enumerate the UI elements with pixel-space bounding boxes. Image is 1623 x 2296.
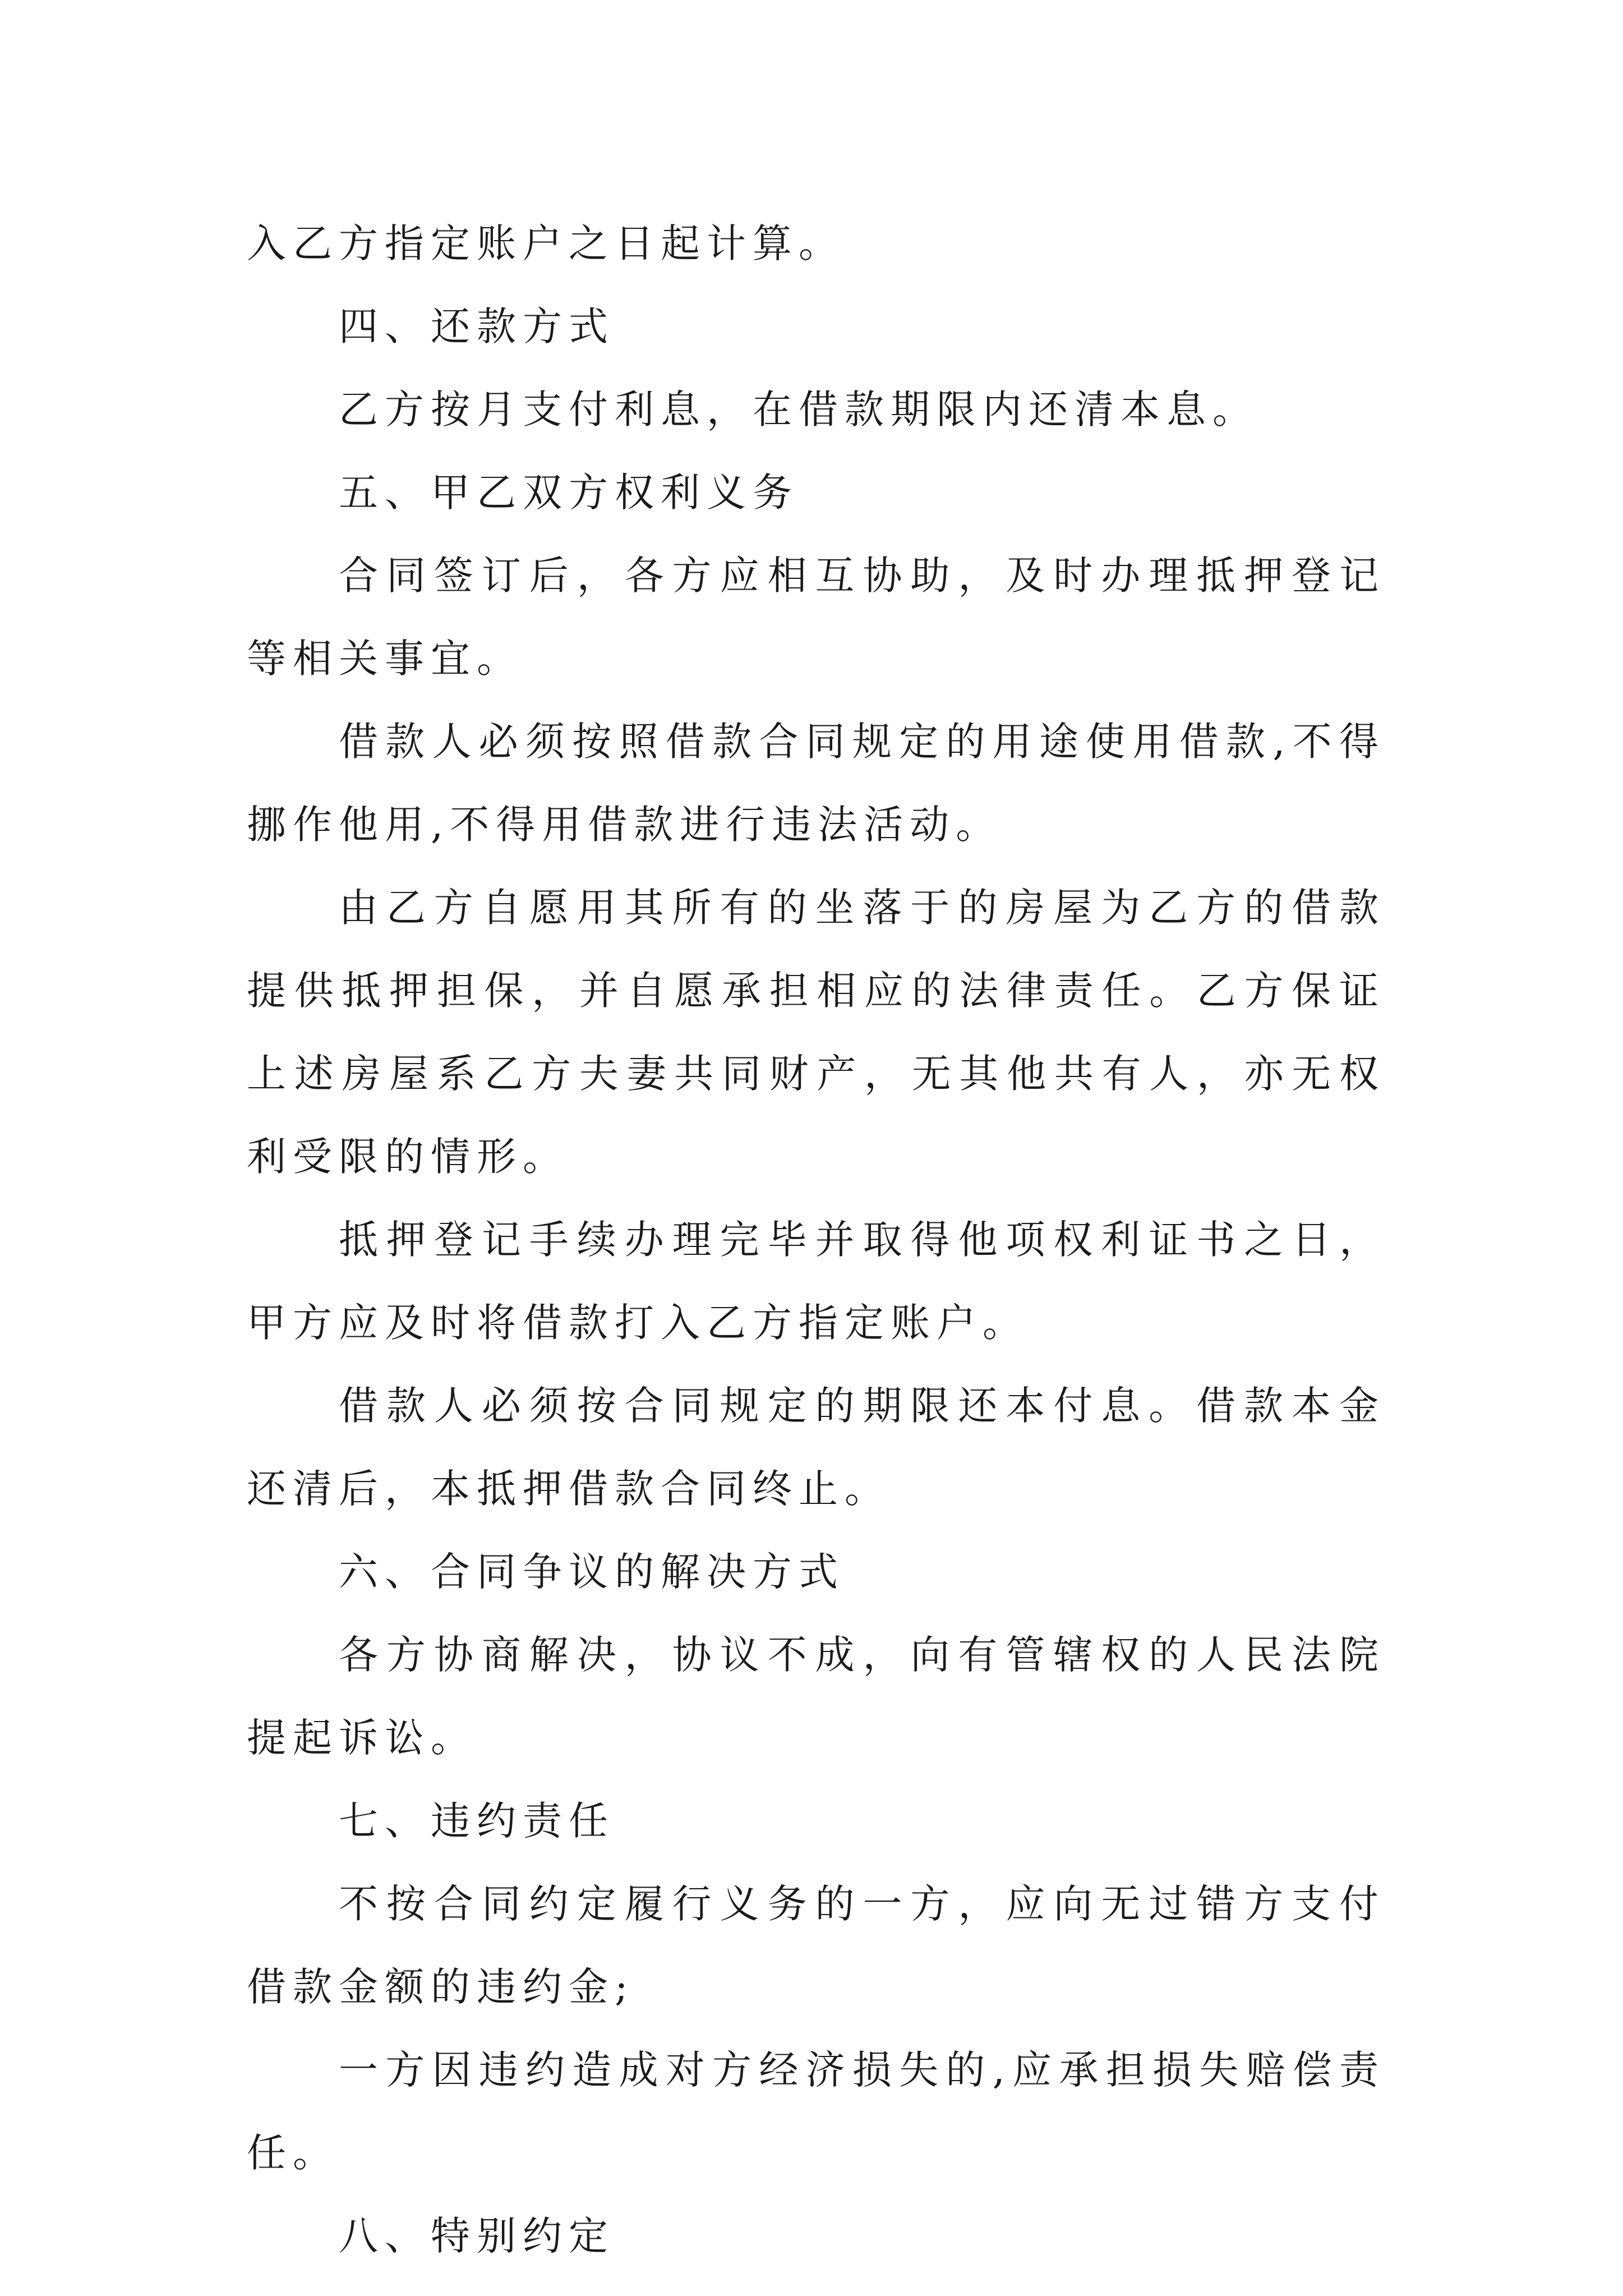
paragraph-mortgage-guarantee: 由乙方自愿用其所有的坐落于的房屋为乙方的借款提供抵押担保，并自愿承担相应的法律责任。乙方保证上述房屋系乙方夫妻共同财产，无其他共有人，亦无权利受限的情形。 xyxy=(247,885,1385,1180)
paragraph-repayment-term: 借款人必须按合同规定的期限还本付息。借款本金还清后，本抵押借款合同终止。 xyxy=(247,1383,1385,1512)
paragraph-penalty: 不按合同约定履行义务的一方，应向无过错方支付借款金额的违约金; xyxy=(247,1881,1385,2010)
section-heading-special-terms: 八、特别约定 xyxy=(339,2213,615,2259)
paragraph-compensation: 一方因违约造成对方经济损失的,应承担损失赔偿责任。 xyxy=(247,2047,1385,2176)
section-heading-dispute: 六、合同争议的解决方式 xyxy=(339,1549,845,1595)
section-heading-rights-obligations: 五、甲乙双方权利义务 xyxy=(339,470,799,516)
document-body xyxy=(247,202,1385,2277)
paragraph-disbursement: 抵押登记手续办理完毕并取得他项权利证书之日，甲方应及时将借款打入乙方指定账户。 xyxy=(247,1217,1385,1346)
paragraph-continuation: 入乙方指定账户之日起计算。 xyxy=(247,220,845,266)
section-heading-breach: 七、违约责任 xyxy=(339,1798,615,1844)
paragraph-cooperation: 合同签订后，各方应相互协助，及时办理抵押登记等相关事宜。 xyxy=(247,553,1385,682)
section-heading-repayment: 四、还款方式 xyxy=(339,303,615,349)
paragraph-repayment: 乙方按月支付利息，在借款期限内还清本息。 xyxy=(339,386,1258,432)
paragraph-dispute-resolution: 各方协商解决，协议不成，向有管辖权的人民法院提起诉讼。 xyxy=(247,1632,1385,1761)
paragraph-loan-usage: 借款人必须按照借款合同规定的用途使用借款,不得挪作他用,不得用借款进行违法活动。 xyxy=(247,719,1385,848)
